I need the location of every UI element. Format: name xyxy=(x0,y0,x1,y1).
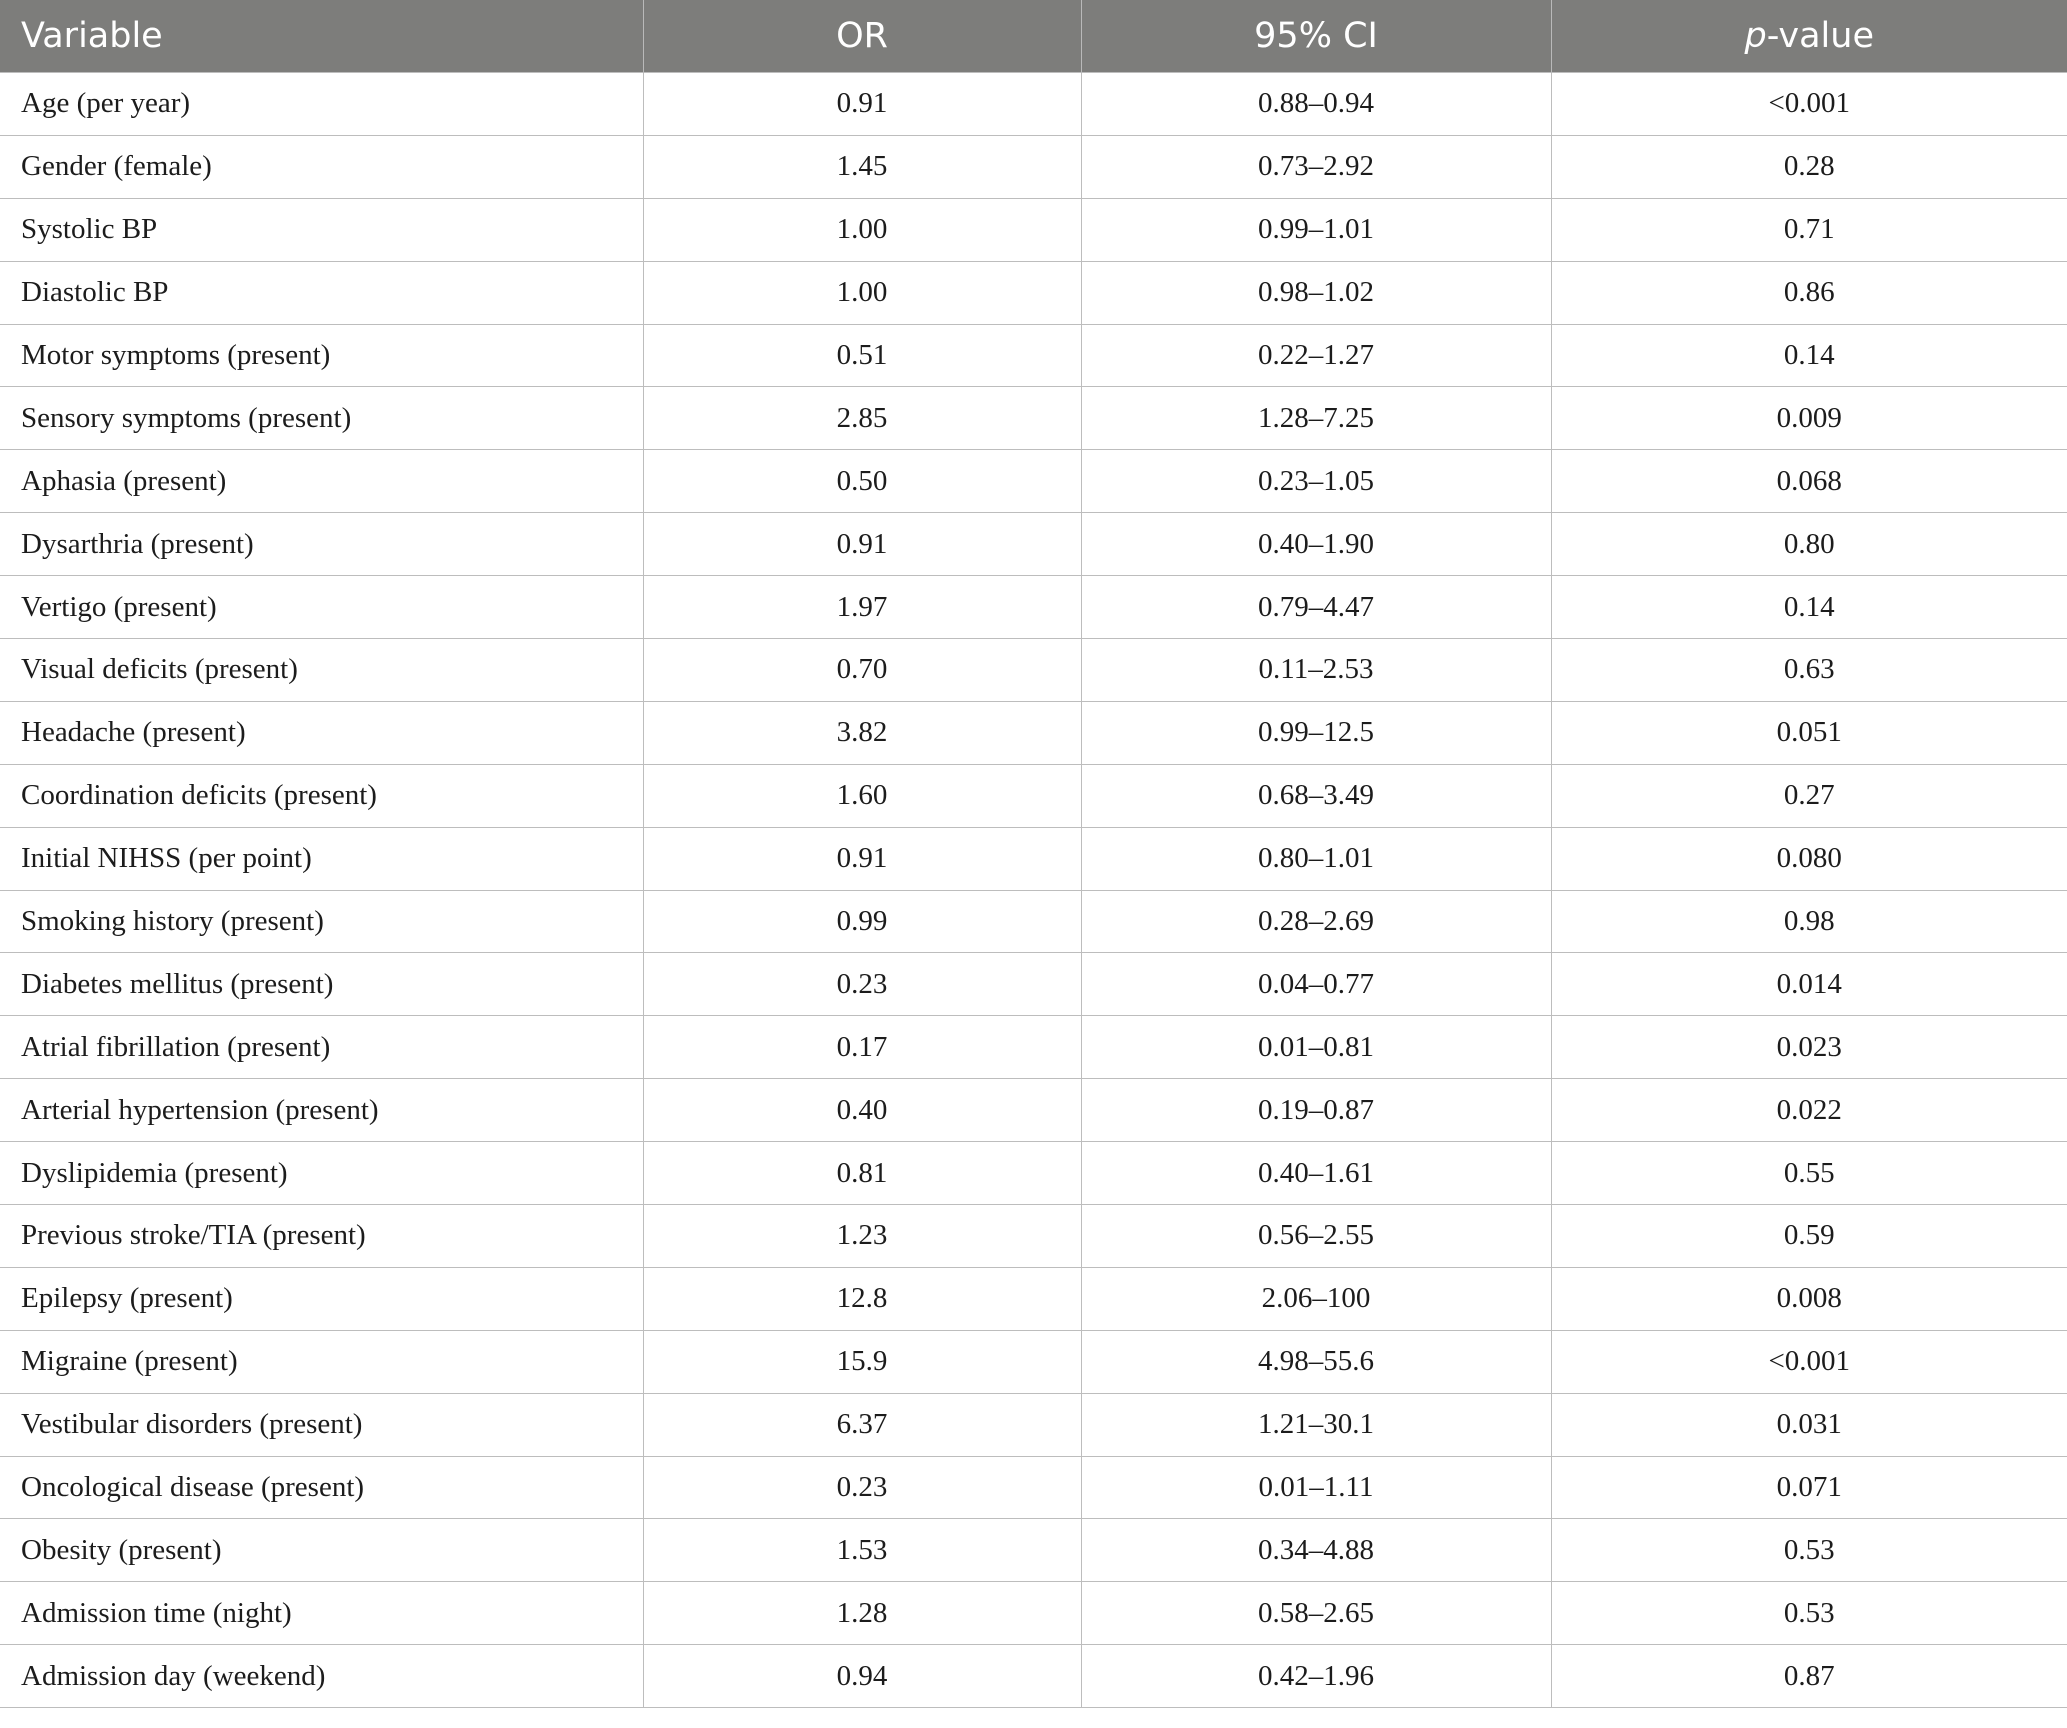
cell-variable: Aphasia (present) xyxy=(0,450,643,513)
cell-p-value: 0.80 xyxy=(1551,513,2067,576)
cell-variable: Initial NIHSS (per point) xyxy=(0,827,643,890)
cell-ci: 1.21–30.1 xyxy=(1081,1393,1551,1456)
cell-ci: 0.56–2.55 xyxy=(1081,1205,1551,1268)
table-row xyxy=(0,73,2067,136)
cell-p-value: 0.86 xyxy=(1551,261,2067,324)
cell-or: 0.40 xyxy=(643,1079,1081,1142)
table-row xyxy=(0,450,2067,513)
cell-or: 0.91 xyxy=(643,513,1081,576)
cell-ci: 0.98–1.02 xyxy=(1081,261,1551,324)
table-row xyxy=(0,1582,2067,1645)
cell-p-value: 0.022 xyxy=(1551,1079,2067,1142)
cell-variable: Migraine (present) xyxy=(0,1330,643,1393)
cell-or: 0.94 xyxy=(643,1645,1081,1708)
cell-variable: Smoking history (present) xyxy=(0,890,643,953)
table-row xyxy=(0,1645,2067,1708)
cell-p-value: 0.071 xyxy=(1551,1456,2067,1519)
cell-variable: Admission time (night) xyxy=(0,1582,643,1645)
cell-or: 12.8 xyxy=(643,1267,1081,1330)
cell-p-value: 0.031 xyxy=(1551,1393,2067,1456)
cell-or: 15.9 xyxy=(643,1330,1081,1393)
cell-p-value: 0.98 xyxy=(1551,890,2067,953)
cell-p-value: 0.008 xyxy=(1551,1267,2067,1330)
cell-p-value: 0.28 xyxy=(1551,135,2067,198)
cell-p-value: 0.14 xyxy=(1551,324,2067,387)
cell-ci: 0.73–2.92 xyxy=(1081,135,1551,198)
cell-or: 1.60 xyxy=(643,764,1081,827)
cell-p-value: 0.023 xyxy=(1551,1016,2067,1079)
cell-p-value: 0.27 xyxy=(1551,764,2067,827)
cell-or: 0.51 xyxy=(643,324,1081,387)
cell-or: 0.70 xyxy=(643,639,1081,702)
cell-variable: Diastolic BP xyxy=(0,261,643,324)
table-row xyxy=(0,764,2067,827)
cell-or: 0.17 xyxy=(643,1016,1081,1079)
header-variable: Variable xyxy=(0,0,643,73)
cell-or: 0.81 xyxy=(643,1142,1081,1205)
cell-variable: Motor symptoms (present) xyxy=(0,324,643,387)
cell-ci: 0.88–0.94 xyxy=(1081,73,1551,136)
table-body xyxy=(0,73,2067,1708)
table-row xyxy=(0,324,2067,387)
table-row xyxy=(0,1142,2067,1205)
cell-variable: Systolic BP xyxy=(0,198,643,261)
cell-ci: 0.68–3.49 xyxy=(1081,764,1551,827)
table-header xyxy=(0,0,2067,73)
table-row xyxy=(0,890,2067,953)
cell-variable: Obesity (present) xyxy=(0,1519,643,1582)
table-row xyxy=(0,1205,2067,1268)
cell-ci: 0.99–1.01 xyxy=(1081,198,1551,261)
header-or: OR xyxy=(643,0,1081,73)
cell-ci: 0.11–2.53 xyxy=(1081,639,1551,702)
cell-or: 1.00 xyxy=(643,198,1081,261)
cell-ci: 2.06–100 xyxy=(1081,1267,1551,1330)
cell-or: 1.28 xyxy=(643,1582,1081,1645)
cell-ci: 4.98–55.6 xyxy=(1081,1330,1551,1393)
cell-ci: 0.22–1.27 xyxy=(1081,324,1551,387)
cell-variable: Epilepsy (present) xyxy=(0,1267,643,1330)
cell-or: 0.91 xyxy=(643,827,1081,890)
cell-ci: 0.01–1.11 xyxy=(1081,1456,1551,1519)
cell-variable: Vertigo (present) xyxy=(0,576,643,639)
cell-variable: Atrial fibrillation (present) xyxy=(0,1016,643,1079)
cell-ci: 0.40–1.61 xyxy=(1081,1142,1551,1205)
cell-or: 2.85 xyxy=(643,387,1081,450)
cell-p-value: 0.014 xyxy=(1551,953,2067,1016)
cell-ci: 0.34–4.88 xyxy=(1081,1519,1551,1582)
cell-or: 0.99 xyxy=(643,890,1081,953)
cell-p-value: 0.55 xyxy=(1551,1142,2067,1205)
table-row xyxy=(0,1267,2067,1330)
cell-variable: Dysarthria (present) xyxy=(0,513,643,576)
table-row xyxy=(0,1519,2067,1582)
header-p-value xyxy=(1551,0,2067,73)
table-row xyxy=(0,827,2067,890)
cell-ci: 0.40–1.90 xyxy=(1081,513,1551,576)
cell-ci: 0.23–1.05 xyxy=(1081,450,1551,513)
cell-p-value: 0.051 xyxy=(1551,701,2067,764)
table-row xyxy=(0,953,2067,1016)
cell-variable: Oncological disease (present) xyxy=(0,1456,643,1519)
cell-variable: Arterial hypertension (present) xyxy=(0,1079,643,1142)
cell-p-value: <0.001 xyxy=(1551,1330,2067,1393)
cell-or: 1.23 xyxy=(643,1205,1081,1268)
cell-ci: 0.28–2.69 xyxy=(1081,890,1551,953)
table-row xyxy=(0,576,2067,639)
cell-ci: 0.04–0.77 xyxy=(1081,953,1551,1016)
cell-variable: Sensory symptoms (present) xyxy=(0,387,643,450)
cell-ci: 0.99–12.5 xyxy=(1081,701,1551,764)
cell-ci: 0.58–2.65 xyxy=(1081,1582,1551,1645)
cell-or: 0.50 xyxy=(643,450,1081,513)
table-row xyxy=(0,639,2067,702)
cell-p-value: 0.009 xyxy=(1551,387,2067,450)
cell-or: 1.00 xyxy=(643,261,1081,324)
cell-ci: 0.01–0.81 xyxy=(1081,1016,1551,1079)
cell-or: 0.91 xyxy=(643,73,1081,136)
cell-variable: Admission day (weekend) xyxy=(0,1645,643,1708)
table-row xyxy=(0,387,2067,450)
table-row xyxy=(0,198,2067,261)
cell-ci: 0.80–1.01 xyxy=(1081,827,1551,890)
table-row xyxy=(0,1016,2067,1079)
cell-p-value: 0.63 xyxy=(1551,639,2067,702)
cell-or: 0.23 xyxy=(643,953,1081,1016)
cell-or: 1.97 xyxy=(643,576,1081,639)
table-row xyxy=(0,1079,2067,1142)
cell-ci: 0.19–0.87 xyxy=(1081,1079,1551,1142)
header-p-italic: p xyxy=(1744,16,1767,56)
cell-or: 0.23 xyxy=(643,1456,1081,1519)
cell-ci: 1.28–7.25 xyxy=(1081,387,1551,450)
cell-or: 1.53 xyxy=(643,1519,1081,1582)
table-row xyxy=(0,1393,2067,1456)
table-row xyxy=(0,1456,2067,1519)
cell-p-value: 0.71 xyxy=(1551,198,2067,261)
cell-variable: Age (per year) xyxy=(0,73,643,136)
cell-or: 3.82 xyxy=(643,701,1081,764)
cell-variable: Gender (female) xyxy=(0,135,643,198)
cell-ci: 0.42–1.96 xyxy=(1081,1645,1551,1708)
cell-or: 6.37 xyxy=(643,1393,1081,1456)
cell-variable: Dyslipidemia (present) xyxy=(0,1142,643,1205)
table-row xyxy=(0,1330,2067,1393)
cell-variable: Diabetes mellitus (present) xyxy=(0,953,643,1016)
cell-p-value: 0.080 xyxy=(1551,827,2067,890)
cell-variable: Previous stroke/TIA (present) xyxy=(0,1205,643,1268)
header-ci: 95% CI xyxy=(1081,0,1551,73)
cell-variable: Headache (present) xyxy=(0,701,643,764)
table-row xyxy=(0,701,2067,764)
cell-p-value: 0.87 xyxy=(1551,1645,2067,1708)
cell-variable: Coordination deficits (present) xyxy=(0,764,643,827)
header-row xyxy=(0,0,2067,73)
cell-p-value: 0.068 xyxy=(1551,450,2067,513)
cell-ci: 0.79–4.47 xyxy=(1081,576,1551,639)
cell-p-value: <0.001 xyxy=(1551,73,2067,136)
cell-p-value: 0.59 xyxy=(1551,1205,2067,1268)
table-row xyxy=(0,135,2067,198)
table-row xyxy=(0,513,2067,576)
header-p-rest: -value xyxy=(1766,16,1874,56)
cell-p-value: 0.53 xyxy=(1551,1519,2067,1582)
cell-variable: Vestibular disorders (present) xyxy=(0,1393,643,1456)
cell-p-value: 0.14 xyxy=(1551,576,2067,639)
cell-variable: Visual deficits (present) xyxy=(0,639,643,702)
cell-or: 1.45 xyxy=(643,135,1081,198)
cell-p-value: 0.53 xyxy=(1551,1582,2067,1645)
table-row xyxy=(0,261,2067,324)
